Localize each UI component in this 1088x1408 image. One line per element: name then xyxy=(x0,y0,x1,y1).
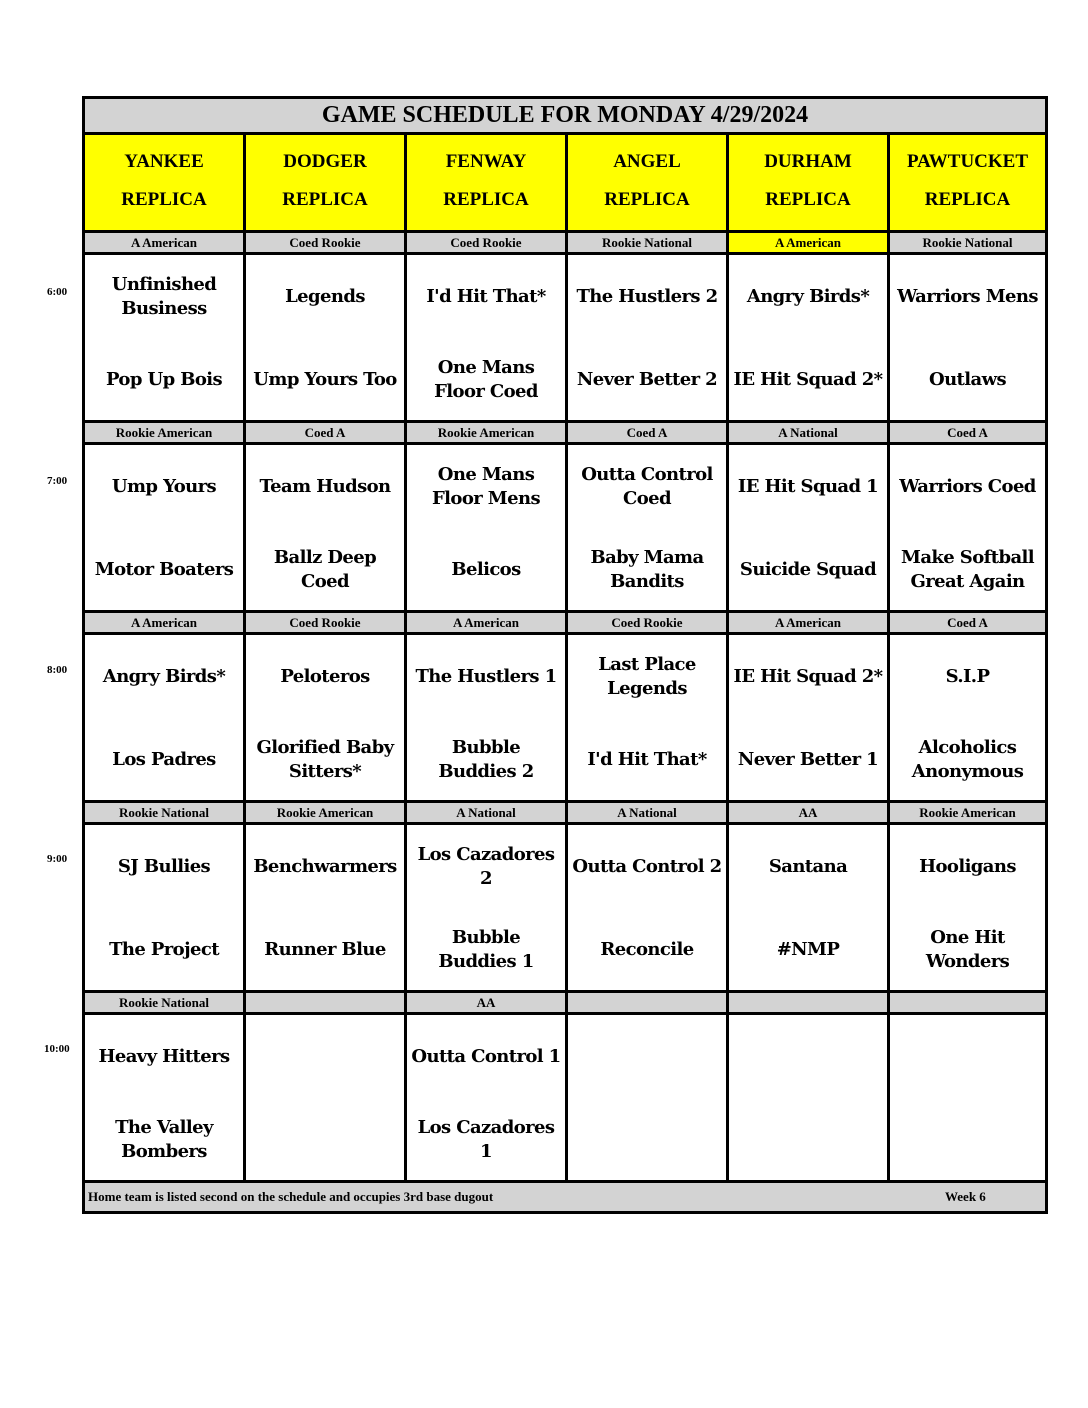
team-name: IE Hit Squad 2* xyxy=(733,666,883,687)
game-cell xyxy=(85,825,246,990)
footer-bar xyxy=(85,1183,1045,1211)
games-row xyxy=(85,255,1045,423)
home-team xyxy=(85,734,243,786)
game-cell xyxy=(407,1015,568,1180)
home-team xyxy=(246,544,404,596)
away-team xyxy=(729,1031,887,1083)
game-cell xyxy=(729,635,890,800)
division-label: Coed Rookie xyxy=(568,613,729,632)
team-name: Los Cazadores 2 xyxy=(417,844,555,889)
away-team xyxy=(246,461,404,513)
time-label: 7:00 xyxy=(47,475,68,487)
home-team xyxy=(568,354,726,406)
away-team xyxy=(246,1031,404,1083)
field-name: ANGEL xyxy=(613,151,681,172)
field-header xyxy=(407,135,568,230)
away-team xyxy=(568,461,726,513)
home-team xyxy=(246,734,404,786)
team-name: Alcoholics Anonymous xyxy=(911,737,1024,782)
field-header-row xyxy=(85,135,1045,233)
team-name: Outlaws xyxy=(928,369,1006,390)
time-label: 10:00 xyxy=(44,1043,70,1055)
game-cell xyxy=(85,635,246,800)
team-name: S.I.P xyxy=(945,666,990,687)
team-name: Pop Up Bois xyxy=(105,369,223,390)
team-name: Reconcile xyxy=(600,939,694,960)
division-label: A National xyxy=(729,423,890,442)
game-cell xyxy=(407,445,568,610)
game-cell xyxy=(85,255,246,420)
game-cell xyxy=(890,255,1045,420)
schedule-title: GAME SCHEDULE FOR MONDAY 4/29/2024 xyxy=(85,99,1045,135)
team-name: IE Hit Squad 2* xyxy=(733,369,883,390)
games-row xyxy=(85,445,1045,613)
team-name: I'd Hit That* xyxy=(426,286,546,307)
away-team xyxy=(246,651,404,703)
division-label: Rookie National xyxy=(85,993,246,1012)
away-team xyxy=(85,461,243,513)
division-label: AA xyxy=(407,993,568,1012)
home-team xyxy=(407,924,565,976)
time-label: 9:00 xyxy=(47,853,68,865)
division-label: Coed Rookie xyxy=(246,233,407,252)
team-name: Peloteros xyxy=(280,666,370,687)
team-name: Ballz Deep Coed xyxy=(273,547,377,592)
game-cell xyxy=(407,825,568,990)
home-team xyxy=(407,734,565,786)
home-team xyxy=(890,734,1045,786)
game-cell xyxy=(407,255,568,420)
team-name: Glorified Baby Sitters* xyxy=(256,737,394,782)
division-label: A American xyxy=(85,613,246,632)
team-name: One Hit Wonders xyxy=(925,927,1010,972)
away-team xyxy=(85,1031,243,1083)
division-label: A American xyxy=(407,613,568,632)
team-name: Never Better 2 xyxy=(576,369,718,390)
team-name: Legends xyxy=(285,286,365,307)
field-header xyxy=(729,135,890,230)
field-subtitle: REPLICA xyxy=(604,189,690,210)
away-team xyxy=(890,1031,1045,1083)
week-label: Week 6 xyxy=(945,1189,986,1204)
home-team xyxy=(729,544,887,596)
team-name: Outta Control 2 xyxy=(572,856,722,877)
team-name: Benchwarmers xyxy=(253,856,397,877)
game-cell xyxy=(568,255,729,420)
home-team xyxy=(890,1114,1045,1166)
division-label: Rookie National xyxy=(890,233,1045,252)
home-team xyxy=(568,1114,726,1166)
field-header xyxy=(85,135,246,230)
field-subtitle: REPLICA xyxy=(443,189,529,210)
home-team xyxy=(890,924,1045,976)
field-subtitle: REPLICA xyxy=(282,189,368,210)
division-label: A American xyxy=(85,233,246,252)
home-team xyxy=(729,1114,887,1166)
field-subtitle: REPLICA xyxy=(765,189,851,210)
away-team xyxy=(729,271,887,323)
team-name: The Project xyxy=(109,939,219,960)
time-label: 6:00 xyxy=(47,286,68,298)
home-team xyxy=(729,734,887,786)
home-team xyxy=(407,544,565,596)
field-name: FENWAY xyxy=(445,151,527,172)
home-team xyxy=(85,1114,243,1166)
team-name: Outta Control Coed xyxy=(581,464,713,509)
team-name: Ump Yours Too xyxy=(253,369,397,390)
home-team xyxy=(407,1114,565,1166)
team-name: Motor Boaters xyxy=(94,559,234,580)
team-name: Baby Mama Bandits xyxy=(590,547,704,592)
away-team xyxy=(85,651,243,703)
game-cell xyxy=(568,825,729,990)
footer-note: Home team is listed second on the schedule and occupies 3rd base dugout xyxy=(88,1189,494,1204)
field-name: DODGER xyxy=(283,151,367,172)
away-team xyxy=(568,271,726,323)
game-cell xyxy=(246,255,407,420)
team-name: SJ Bullies xyxy=(117,856,211,877)
team-name: One Mans Floor Coed xyxy=(434,357,538,402)
team-name: Ump Yours xyxy=(111,476,217,497)
division-label xyxy=(246,993,407,1012)
game-cell xyxy=(568,1015,729,1180)
division-label: A American xyxy=(729,233,890,252)
division-label xyxy=(568,993,729,1012)
game-cell xyxy=(246,445,407,610)
team-name: Never Better 1 xyxy=(737,749,879,770)
game-cell xyxy=(246,825,407,990)
games-row xyxy=(85,825,1045,993)
away-team xyxy=(246,841,404,893)
game-cell xyxy=(246,635,407,800)
division-row xyxy=(85,233,1045,255)
division-row xyxy=(85,423,1045,445)
division-label: Rookie American xyxy=(246,803,407,822)
away-team xyxy=(890,841,1045,893)
division-label: Coed Rookie xyxy=(407,233,568,252)
team-name: The Hustlers 1 xyxy=(415,666,557,687)
away-team xyxy=(568,651,726,703)
division-label: AA xyxy=(729,803,890,822)
home-team xyxy=(568,924,726,976)
game-cell xyxy=(568,445,729,610)
division-row xyxy=(85,613,1045,635)
team-name: Bubble Buddies 2 xyxy=(438,737,534,782)
game-cell xyxy=(568,635,729,800)
team-name: Warriors Mens xyxy=(897,286,1038,307)
team-name: One Mans Floor Mens xyxy=(432,464,540,509)
team-name: Bubble Buddies 1 xyxy=(438,927,534,972)
away-team xyxy=(568,1031,726,1083)
team-name: Last Place Legends xyxy=(598,654,696,699)
team-name: Outta Control 1 xyxy=(411,1046,561,1067)
home-team xyxy=(85,544,243,596)
game-cell xyxy=(85,1015,246,1180)
field-subtitle: REPLICA xyxy=(924,189,1011,210)
away-team xyxy=(890,271,1045,323)
division-label: Coed A xyxy=(890,423,1045,442)
game-cell xyxy=(729,1015,890,1180)
away-team xyxy=(407,271,565,323)
game-cell xyxy=(890,1015,1045,1180)
team-name: The Valley Bombers xyxy=(115,1117,213,1162)
team-name: IE Hit Squad 1 xyxy=(737,476,879,497)
game-cell xyxy=(246,1015,407,1180)
field-name: YANKEE xyxy=(124,151,204,172)
division-label: A National xyxy=(568,803,729,822)
division-label: Rookie American xyxy=(85,423,246,442)
away-team xyxy=(729,651,887,703)
team-name: Heavy Hitters xyxy=(98,1046,230,1067)
team-name: Make Softball Great Again xyxy=(901,547,1034,592)
division-label: Rookie American xyxy=(407,423,568,442)
team-name: Team Hudson xyxy=(259,476,391,497)
team-name: Unfinished Business xyxy=(111,274,217,319)
division-label: Rookie American xyxy=(890,803,1045,822)
field-name: PAWTUCKET xyxy=(906,151,1029,172)
home-team xyxy=(407,354,565,406)
away-team xyxy=(890,651,1045,703)
division-row xyxy=(85,803,1045,825)
team-name: Belicos xyxy=(451,559,521,580)
game-cell xyxy=(85,445,246,610)
division-label: A National xyxy=(407,803,568,822)
away-team xyxy=(729,461,887,513)
field-subtitle: REPLICA xyxy=(121,189,207,210)
games-row xyxy=(85,1015,1045,1183)
away-team xyxy=(568,841,726,893)
home-team xyxy=(85,924,243,976)
team-name: Hooligans xyxy=(919,856,1016,877)
division-label: Coed A xyxy=(890,613,1045,632)
games-row xyxy=(85,635,1045,803)
home-team xyxy=(85,354,243,406)
division-label: Rookie National xyxy=(85,803,246,822)
away-team xyxy=(85,841,243,893)
time-label: 8:00 xyxy=(47,664,68,676)
home-team xyxy=(890,354,1045,406)
team-name: Los Padres xyxy=(112,749,216,770)
game-cell xyxy=(407,635,568,800)
team-name: Angry Birds* xyxy=(746,286,870,307)
away-team xyxy=(729,841,887,893)
home-team xyxy=(729,354,887,406)
home-team xyxy=(246,924,404,976)
schedule-table xyxy=(82,96,1048,1214)
away-team xyxy=(407,1031,565,1083)
team-name: I'd Hit That* xyxy=(587,749,707,770)
division-label: Rookie National xyxy=(568,233,729,252)
division-label: A American xyxy=(729,613,890,632)
team-name: Suicide Squad xyxy=(739,559,877,580)
division-row xyxy=(85,993,1045,1015)
game-cell xyxy=(729,445,890,610)
home-team xyxy=(890,544,1045,596)
game-cell xyxy=(890,825,1045,990)
away-team xyxy=(890,461,1045,513)
field-header xyxy=(568,135,729,230)
team-name: #NMP xyxy=(776,939,840,960)
team-name: Santana xyxy=(768,856,848,877)
team-name: Angry Birds* xyxy=(102,666,226,687)
division-label: Coed A xyxy=(246,423,407,442)
time-slots xyxy=(85,233,1045,1183)
field-name: DURHAM xyxy=(764,151,852,172)
home-team xyxy=(568,734,726,786)
team-name: Warriors Coed xyxy=(899,476,1036,497)
game-cell xyxy=(729,255,890,420)
game-cell xyxy=(729,825,890,990)
home-team xyxy=(246,1114,404,1166)
away-team xyxy=(407,461,565,513)
field-header xyxy=(890,135,1045,230)
game-cell xyxy=(890,635,1045,800)
team-name: The Hustlers 2 xyxy=(576,286,718,307)
home-team xyxy=(246,354,404,406)
division-label: Coed A xyxy=(568,423,729,442)
division-label xyxy=(890,993,1045,1012)
home-team xyxy=(568,544,726,596)
division-label xyxy=(729,993,890,1012)
away-team xyxy=(407,651,565,703)
division-label: Coed Rookie xyxy=(246,613,407,632)
home-team xyxy=(729,924,887,976)
away-team xyxy=(407,841,565,893)
team-name: Runner Blue xyxy=(264,939,386,960)
away-team xyxy=(85,271,243,323)
away-team xyxy=(246,271,404,323)
game-cell xyxy=(890,445,1045,610)
team-name: Los Cazadores 1 xyxy=(417,1117,555,1162)
field-header xyxy=(246,135,407,230)
